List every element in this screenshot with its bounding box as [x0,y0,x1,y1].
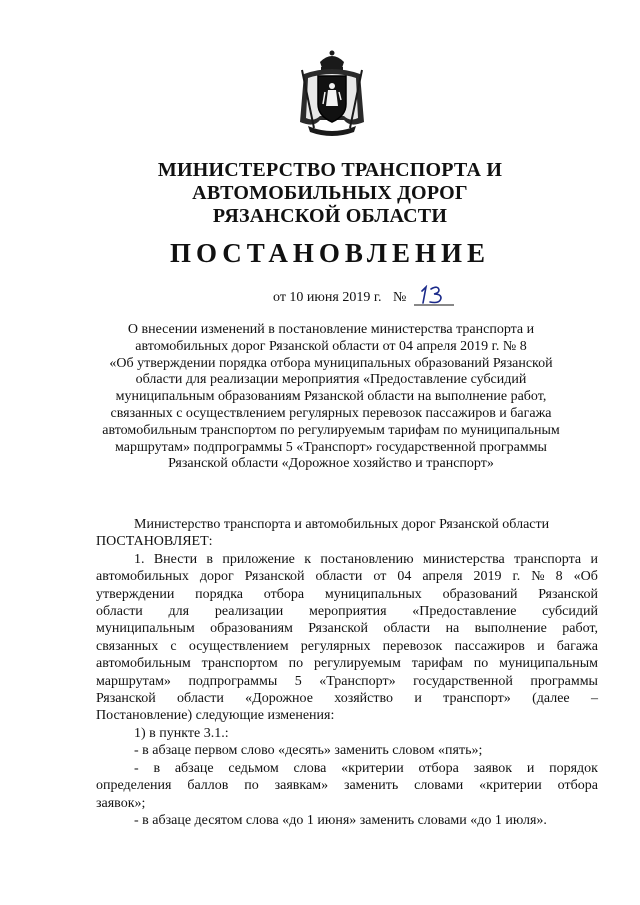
word: подпрограммы [188,673,278,689]
word: к [304,551,312,567]
word: баллов [187,778,229,794]
word: отбора [263,586,305,602]
word: в [153,760,161,776]
word: «Транспорт» [319,673,396,689]
word: государственной [413,673,513,689]
word: седьмом [228,760,279,776]
word: постановлению [320,551,414,567]
word: транспортом [201,656,278,672]
word: транспорт» [443,691,511,707]
word: от [373,569,387,585]
paragraph-1-line [96,620,598,637]
word: хозяйство [334,691,394,707]
word: отбора [418,760,459,776]
word: словами [414,778,464,794]
word: «Об [573,569,598,585]
word: министерства [422,551,505,567]
word: и [414,691,422,707]
word: муниципальным [96,621,195,637]
word: программы [530,673,598,689]
number-label: № [392,290,407,305]
coat-of-arms-icon [294,48,370,140]
word: - [134,760,139,776]
word: с [170,638,177,654]
word: по [288,656,304,672]
preamble-line: Министерство транспорта и автомобильных дорог Рязанской области [134,517,550,532]
word: муниципальных [324,586,422,602]
word: маршрутам» [96,673,171,689]
subject-line: «Об утверждении порядка отбора муниципальных образований Рязанской [109,355,553,371]
word: автомобильных [96,569,189,585]
word: мероприятия [309,604,387,620]
amendment-2-line [96,777,598,794]
word: области [177,691,224,707]
paragraph-1-line [96,690,598,707]
subject-line: автомобильным транспортом по регулируемым тарифам по муниципальным [102,422,560,438]
amendment-2-last-line: заявок»; [96,795,146,811]
word: багажа [556,638,598,654]
paragraph-1-line [96,551,598,568]
word: области [315,569,363,585]
ministry-name-line: РЯЗАНСКОЙ ОБЛАСТИ [212,205,448,227]
paragraph-1-line [96,586,598,603]
ministry-name-line: АВТОМОБИЛЬНЫХ ДОРОГ [192,182,468,204]
subject-line: области для реализации мероприятия «Предоставление субсидий [135,372,527,388]
document-type-title: ПОСТАНОВЛЕНИЕ [169,238,491,268]
word: по [473,656,489,672]
word: тарифам [411,656,463,672]
word: области [96,604,143,620]
word: заявкам» [274,778,329,794]
subject-line: автомобильных дорог Рязанской области от 04 апреля 2019 г. № 8 [135,338,527,354]
word: заявок [473,760,513,776]
subject-line: муниципальным образованиям Рязанской области на выполнение работ, [115,389,547,405]
document-date: от 10 июня 2019 г. [273,290,382,305]
word: автомобильным [96,656,191,672]
ministry-name [120,159,540,228]
word: утверждении [96,586,175,602]
word: Рязанской [96,691,156,707]
item-1: 1) в пункте 3.1.: [134,725,229,741]
word: реализации [214,604,284,620]
word: определения [96,778,172,794]
word: приложение [222,551,295,567]
word: г. [512,569,521,585]
word: отбора [557,778,598,794]
word: образованиям [210,621,293,637]
subject-line: связанных с осуществлением регулярных перевозок пассажиров и багажа [110,405,552,421]
word: 1. [134,551,145,567]
word: – [590,691,598,707]
word: и [590,551,598,567]
preamble-decree: ПОСТАНОВЛЯЕТ: [96,534,213,550]
word: области [383,621,431,637]
word: «критерии [479,778,542,794]
word: порядок [549,760,598,776]
paragraph-1-line [96,568,598,585]
word: порядка [195,586,243,602]
word: «Дорожное [245,691,313,707]
subject-line: маршрутам» подпрограммы 5 «Транспорт» государственной программы [115,439,547,455]
word: осуществлением [188,638,289,654]
amendment-1: - в абзаце первом слово «десять» заменить словом «пять»; [134,743,483,759]
subject-line: О внесении изменений в постановление министерства транспорта и [127,322,535,337]
paragraph-1-last-line: Постановление) следующие изменения: [96,708,335,724]
word: работ, [562,621,598,637]
word: абзаце [174,760,214,776]
word: пассажиров [454,638,525,654]
word: муниципальным [499,656,598,672]
word: на [445,621,460,637]
word: «критерии [341,760,404,776]
word: Рязанской [244,569,305,585]
word: по [244,778,259,794]
paragraph-1-line [96,603,598,620]
word: регулярных [300,638,371,654]
handwritten-number-signature [414,285,456,309]
document-body [96,516,598,829]
date-number-line [273,285,456,307]
word: регулируемым [314,656,401,672]
word: Внести [153,551,198,567]
word: выполнение [474,621,547,637]
word: в [206,551,214,567]
document-subject [96,322,566,473]
word: апреля [422,569,463,585]
word: заменить [343,778,399,794]
word: и [526,760,535,776]
word: дорог [199,569,234,585]
word: 8 [555,569,563,585]
word: субсидий [542,604,598,620]
word: 5 [294,673,302,689]
subject-line: Рязанской области «Дорожное хозяйство и транспорт» [168,456,494,472]
paragraph-1-line [96,638,598,655]
word: для [168,604,190,620]
word: связанных [96,638,159,654]
handwritten-number [414,285,456,307]
word: «Предоставление [412,604,517,620]
word: перевозок [382,638,443,654]
word: Рязанской [308,621,368,637]
word: транспорта [514,551,582,567]
ministry-name-line: МИНИСТЕРСТВО ТРАНСПОРТА И [157,159,503,181]
paragraph-1-line [96,655,598,672]
word: и [537,638,545,654]
word: № [531,569,545,585]
word: 2019 [473,569,502,585]
word: 04 [397,569,412,585]
word: (далее [532,691,570,707]
word: Рязанской [538,586,598,602]
amendment-2-line [96,760,598,777]
paragraph-1-line [96,673,598,690]
word: образований [442,586,518,602]
word: слова [293,760,327,776]
amendment-3: - в абзаце десятом слова «до 1 июня» заменить словами «до 1 июля». [134,812,547,828]
